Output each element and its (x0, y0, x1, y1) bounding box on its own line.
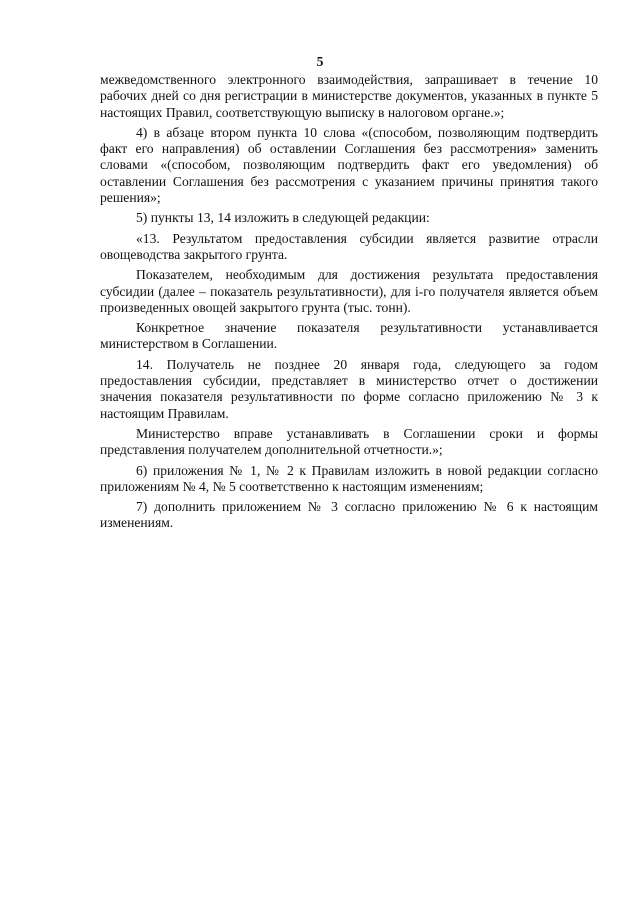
paragraph-item-6: 6) приложения № 1, № 2 к Правилам изложить в новой редакции согласно приложениям № 4, № 5 соответственно к настоящим изменениям; (100, 462, 598, 494)
paragraph-item-4: 4) в абзаце втором пункта 10 слова «(способом, позволяющим подтвердить факт его направления) об оставлении Соглашения без рассмотрения» заменить словами «(способом, позволяющим подтвердить факт его уведомления) об оставлении Соглашения без рассмотрения с указанием причины принятия такого решения»; (100, 124, 598, 206)
paragraph-indicator: Показателем, необходимым для достижения результата предоставления субсидии (далее – показатель результативности), для i-го получателя является объем произведенных овощей закрытого грунта (тыс. тонн). (100, 267, 598, 315)
document-body (100, 72, 598, 532)
paragraph-indicator-value: Конкретное значение показателя результативности устанавливается министерством в Соглашении. (100, 320, 598, 352)
paragraph-clause-14: 14. Получатель не позднее 20 января года, следующего за годом предоставления субсидии, представляет в министерство отчет о достижении значения показателя результативности по форме согласно приложению № 3 к настоящим Правилам. (100, 356, 598, 421)
paragraph-item-7: 7) дополнить приложением № 3 согласно приложению № 6 к настоящим изменениям. (100, 499, 598, 531)
paragraph-continuation: межведомственного электронного взаимодействия, запрашивает в течение 10 рабочих дней со дня регистрации в министерстве документов, указанных в пункте 5 настоящих Правил, соответствующую выписку в налоговом органе.»; (100, 72, 598, 120)
paragraph-reporting: Министерство вправе устанавливать в Соглашении сроки и формы представления получателем дополнительной отчетности.»; (100, 425, 598, 458)
paragraph-item-5: 5) пункты 13, 14 изложить в следующей редакции: (136, 210, 430, 226)
page-number: 5 (316, 54, 324, 69)
paragraph-clause-13: «13. Результатом предоставления субсидии является развитие отрасли овощеводства закрытого грунта. (100, 230, 598, 262)
